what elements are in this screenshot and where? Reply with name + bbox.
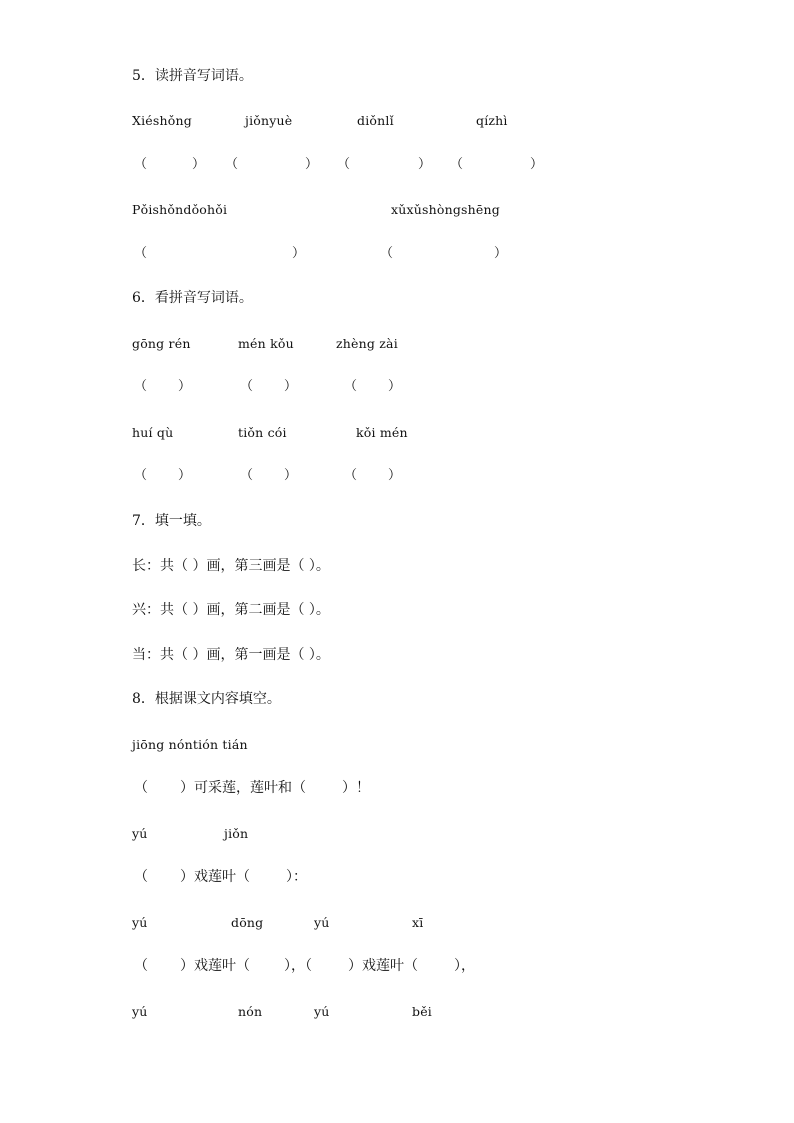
close-paren: ） xyxy=(292,246,306,261)
pinyin-word: yú xyxy=(132,915,148,930)
close-paren: ） xyxy=(178,379,192,394)
q8-pinyin-line-1: jiōng nónti​ón tián xyxy=(132,737,248,752)
fill-segment: ）可采莲，莲叶和（ xyxy=(180,780,306,796)
close-paren: ） xyxy=(388,379,402,394)
pinyin-word: dōng xyxy=(231,915,264,930)
q7-title: 7．填一填。 xyxy=(132,513,211,529)
open-paren: （ xyxy=(240,379,254,394)
q5-title: 5．读拼音写词语。 xyxy=(132,68,253,84)
open-paren: （ xyxy=(134,468,148,483)
pinyin-word: tiǒn cói xyxy=(238,425,287,440)
open-paren: （ xyxy=(380,246,394,261)
pinyin-word: mén kǒu xyxy=(238,336,294,351)
pinyin-word: nón xyxy=(238,1004,263,1019)
pinyin-word: Xiéshǒng xyxy=(132,113,192,128)
close-paren: ） xyxy=(284,468,298,483)
close-paren: ） xyxy=(418,157,432,172)
q7-line-chang: 长：共（ ）画，第三画是（ ）。 xyxy=(132,558,330,574)
open-paren: （ xyxy=(134,157,148,172)
q7-line-xing: 兴：共（ ）画，第二画是（ ）。 xyxy=(132,602,330,618)
open-paren: （ xyxy=(344,468,358,483)
open-paren: （ xyxy=(337,157,351,172)
fill-segment: （ xyxy=(134,780,148,796)
fill-segment: ）！ xyxy=(342,780,370,796)
open-paren: （ xyxy=(240,468,254,483)
pinyin-word: diǒnlǐ xyxy=(357,113,394,128)
pinyin-word: gōng rén xyxy=(132,336,191,351)
fill-segment: ）戏莲叶（ xyxy=(180,869,250,885)
close-paren: ） xyxy=(388,468,402,483)
pinyin-word: zhèng zài xyxy=(336,336,398,351)
close-paren: ） xyxy=(530,157,544,172)
open-paren: （ xyxy=(450,157,464,172)
pinyin-word: jiǒn xyxy=(224,826,249,841)
fill-segment: （ xyxy=(134,869,148,885)
open-paren: （ xyxy=(134,379,148,394)
close-paren: ） xyxy=(494,246,508,261)
close-paren: ） xyxy=(305,157,319,172)
fill-segment: ）戏莲叶（ xyxy=(348,958,418,974)
pinyin-word: qízhì xyxy=(476,113,508,128)
fill-segment: ），（ xyxy=(284,958,312,974)
q8-title: 8．根据课文内容填空。 xyxy=(132,691,281,707)
open-paren: （ xyxy=(344,379,358,394)
pinyin-word: huí qù xyxy=(132,425,174,440)
pinyin-word: Pǒishǒndǒohǒi xyxy=(132,202,228,217)
pinyin-word: yú xyxy=(314,1004,330,1019)
pinyin-word: yú xyxy=(132,826,148,841)
fill-segment: （ xyxy=(134,958,148,974)
close-paren: ） xyxy=(284,379,298,394)
q7-line-dang: 当：共（ ）画，第一画是（ ）。 xyxy=(132,647,330,663)
fill-segment: ）， xyxy=(454,958,475,974)
close-paren: ） xyxy=(178,468,192,483)
q6-title: 6．看拼音写词语。 xyxy=(132,290,253,306)
fill-segment: ）戏莲叶（ xyxy=(180,958,250,974)
pinyin-word: kǒi mén xyxy=(356,425,408,440)
open-paren: （ xyxy=(225,157,239,172)
pinyin-word: jiǒnyuè xyxy=(245,113,293,128)
close-paren: ） xyxy=(192,157,206,172)
pinyin-word: běi xyxy=(412,1004,432,1019)
fill-segment: ）： xyxy=(286,869,307,885)
open-paren: （ xyxy=(134,246,148,261)
pinyin-word: xǔxǔshòngshēng xyxy=(391,202,500,217)
pinyin-word: yú xyxy=(314,915,330,930)
pinyin-word: xī xyxy=(412,915,424,930)
pinyin-word: yú xyxy=(132,1004,148,1019)
